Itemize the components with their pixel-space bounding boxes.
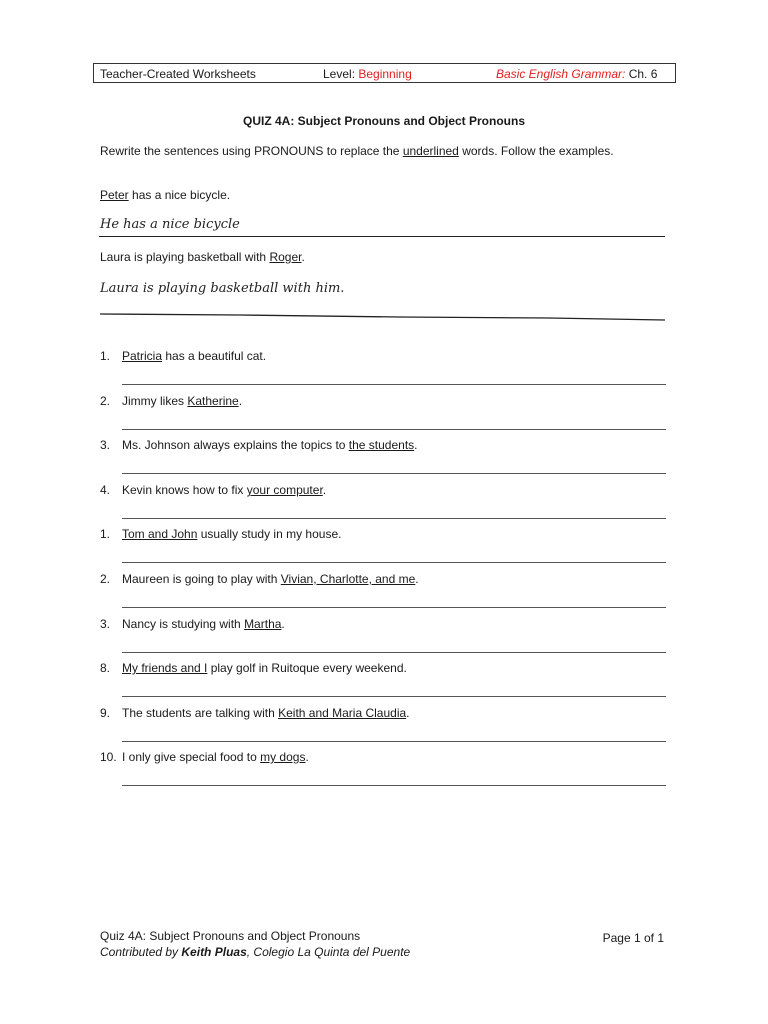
chapter: Ch. 6 xyxy=(625,67,658,81)
answer-line[interactable] xyxy=(122,785,666,786)
question-item: 9. The students are talking with Keith and Maria Claudia. xyxy=(100,706,410,720)
question-number: 10. xyxy=(100,750,117,764)
underlined-phrase: Tom and John xyxy=(122,527,198,541)
underlined-phrase: Keith and Maria Claudia xyxy=(278,706,407,720)
question-item: 1. Patricia has a beautiful cat. xyxy=(100,349,267,363)
example-sentence: Laura is playing basketball with Roger. xyxy=(100,250,305,264)
answer-line[interactable] xyxy=(122,473,666,474)
question-number: 1. xyxy=(100,527,111,541)
question-number: 2. xyxy=(100,572,111,586)
question-item: 2. Maureen is going to play with Vivian, Charlotte, and me. xyxy=(100,572,419,586)
example-answer-line xyxy=(99,311,666,323)
question-item: 2. Jimmy likes Katherine. xyxy=(100,394,243,408)
underlined-phrase: my dogs xyxy=(260,750,306,764)
header-book xyxy=(496,67,657,81)
answer-line[interactable] xyxy=(122,607,666,608)
underlined-phrase: My friends and I xyxy=(122,661,208,675)
underlined-phrase: your computer xyxy=(246,483,323,497)
answer-line[interactable] xyxy=(122,562,666,563)
level-value: Beginning xyxy=(358,67,412,81)
answer-line[interactable] xyxy=(122,429,666,430)
answer-line[interactable] xyxy=(122,696,666,697)
underlined-phrase: Katherine xyxy=(187,394,239,408)
question-number: 9. xyxy=(100,706,111,720)
question-item: 3. Ms. Johnson always explains the topics to the students. xyxy=(100,438,418,452)
answer-line[interactable] xyxy=(122,518,666,519)
question-number: 3. xyxy=(100,617,111,631)
instructions: Rewrite the sentences using PRONOUNS to replace the underlined words. Follow the examples. xyxy=(100,144,614,158)
page-number: Page 1 of 1 xyxy=(602,931,664,945)
example-answer: Laura is playing basketball with him. xyxy=(100,281,345,296)
author-name: Keith Pluas xyxy=(181,945,247,959)
header-level: Level: Beginning xyxy=(323,67,412,81)
worksheet-header xyxy=(93,63,676,83)
question-number: 2. xyxy=(100,394,111,408)
example-answer: He has a nice bicycle xyxy=(100,217,240,232)
answer-line[interactable] xyxy=(122,384,666,385)
question-item: 8. My friends and I play golf in Ruitoque every weekend. xyxy=(100,661,407,675)
question-item: 4. Kevin knows how to fix your computer. xyxy=(100,483,327,497)
answer-line[interactable] xyxy=(122,652,666,653)
question-number: 1. xyxy=(100,349,111,363)
footer-title: Quiz 4A: Subject Pronouns and Object Pronouns xyxy=(100,929,361,943)
example-answer-line xyxy=(99,236,665,237)
question-item: 3. Nancy is studying with Martha. xyxy=(100,617,285,631)
question-item: 10. I only give special food to my dogs. xyxy=(100,750,309,764)
header-source: Teacher-Created Worksheets xyxy=(100,67,256,81)
question-number: 8. xyxy=(100,661,111,675)
book-title: Basic English Grammar: xyxy=(496,67,626,81)
answer-line[interactable] xyxy=(122,741,666,742)
quiz-title: QUIZ 4A: Subject Pronouns and Object Pronouns xyxy=(242,114,526,128)
footer-credit: Contributed by Keith Pluas, Colegio La Quinta del Puente xyxy=(100,945,411,959)
underlined-phrase: Martha xyxy=(244,617,282,631)
question-item: 1. Tom and John usually study in my house. xyxy=(100,527,342,541)
question-number: 3. xyxy=(100,438,111,452)
example-sentence: Peter has a nice bicycle. xyxy=(100,188,231,202)
underlined-phrase: the students xyxy=(348,438,415,452)
underlined-phrase: Vivian, Charlotte, and me xyxy=(280,572,416,586)
question-number: 4. xyxy=(100,483,111,497)
underlined-phrase: Patricia xyxy=(122,349,163,363)
